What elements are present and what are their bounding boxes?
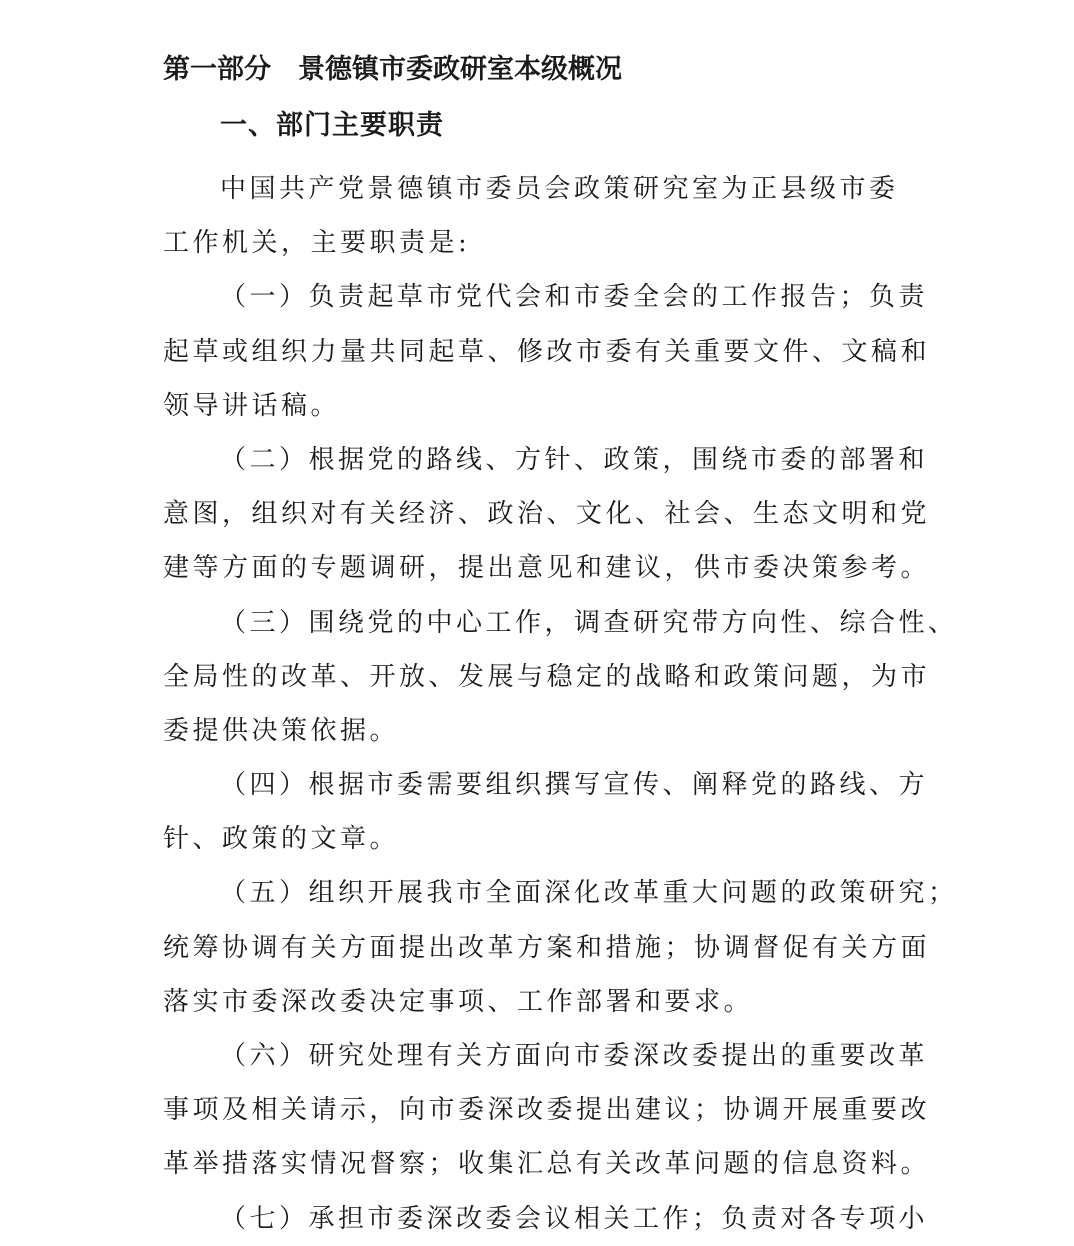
section-heading: 一、部门主要职责 <box>220 110 444 141</box>
document-body <box>163 162 958 1246</box>
body-line: 意图，组织对有关经济、政治、文化、社会、生态文明和党 <box>163 499 931 530</box>
body-line: （三）围绕党的中心工作，调查研究带方向性、综合性、 <box>220 607 958 638</box>
body-line: （四）根据市委需要组织撰写宣传、阐释党的路线、方 <box>220 770 929 801</box>
body-line: 针、政策的文章。 <box>163 824 400 855</box>
body-line: 委提供决策依据。 <box>163 715 400 746</box>
body-line: 领导讲话稿。 <box>163 390 341 421</box>
document-title: 第一部分 景德镇市委政研室本级概况 <box>163 54 622 85</box>
body-line: （六）研究处理有关方面向市委深改委提出的重要改革 <box>220 1041 929 1071</box>
body-line: 事项及相关请示，向市委深改委提出建议；协调开展重要改 <box>163 1095 931 1126</box>
body-line: 中国共产党景德镇市委员会政策研究室为正县级市委 <box>220 174 899 204</box>
body-line: （五）组织开展我市全面深化改革重大问题的政策研究； <box>220 878 958 909</box>
body-line: （一）负责起草市党代会和市委全会的工作报告；负责 <box>220 282 929 313</box>
body-line: 落实市委深改委决定事项、工作部署和要求。 <box>163 986 754 1017</box>
body-line: 起草或组织力量共同起草、修改市委有关重要文件、文稿和 <box>163 336 931 367</box>
body-line: （七）承担市委深改委会议相关工作；负责对各专项小 <box>220 1203 929 1234</box>
body-line: 全局性的改革、开放、发展与稳定的战略和政策问题，为市 <box>163 661 931 692</box>
body-line: （二）根据党的路线、方针、政策，围绕市委的部署和 <box>220 444 929 475</box>
body-line: 工作机关，主要职责是: <box>163 228 471 259</box>
body-line: 建等方面的专题调研，提出意见和建议，供市委决策参考。 <box>163 553 931 584</box>
body-line: 革举措落实情况督察；收集汇总有关改革问题的信息资料。 <box>163 1149 931 1180</box>
body-line: 统筹协调有关方面提出改革方案和措施；协调督促有关方面 <box>163 932 931 963</box>
